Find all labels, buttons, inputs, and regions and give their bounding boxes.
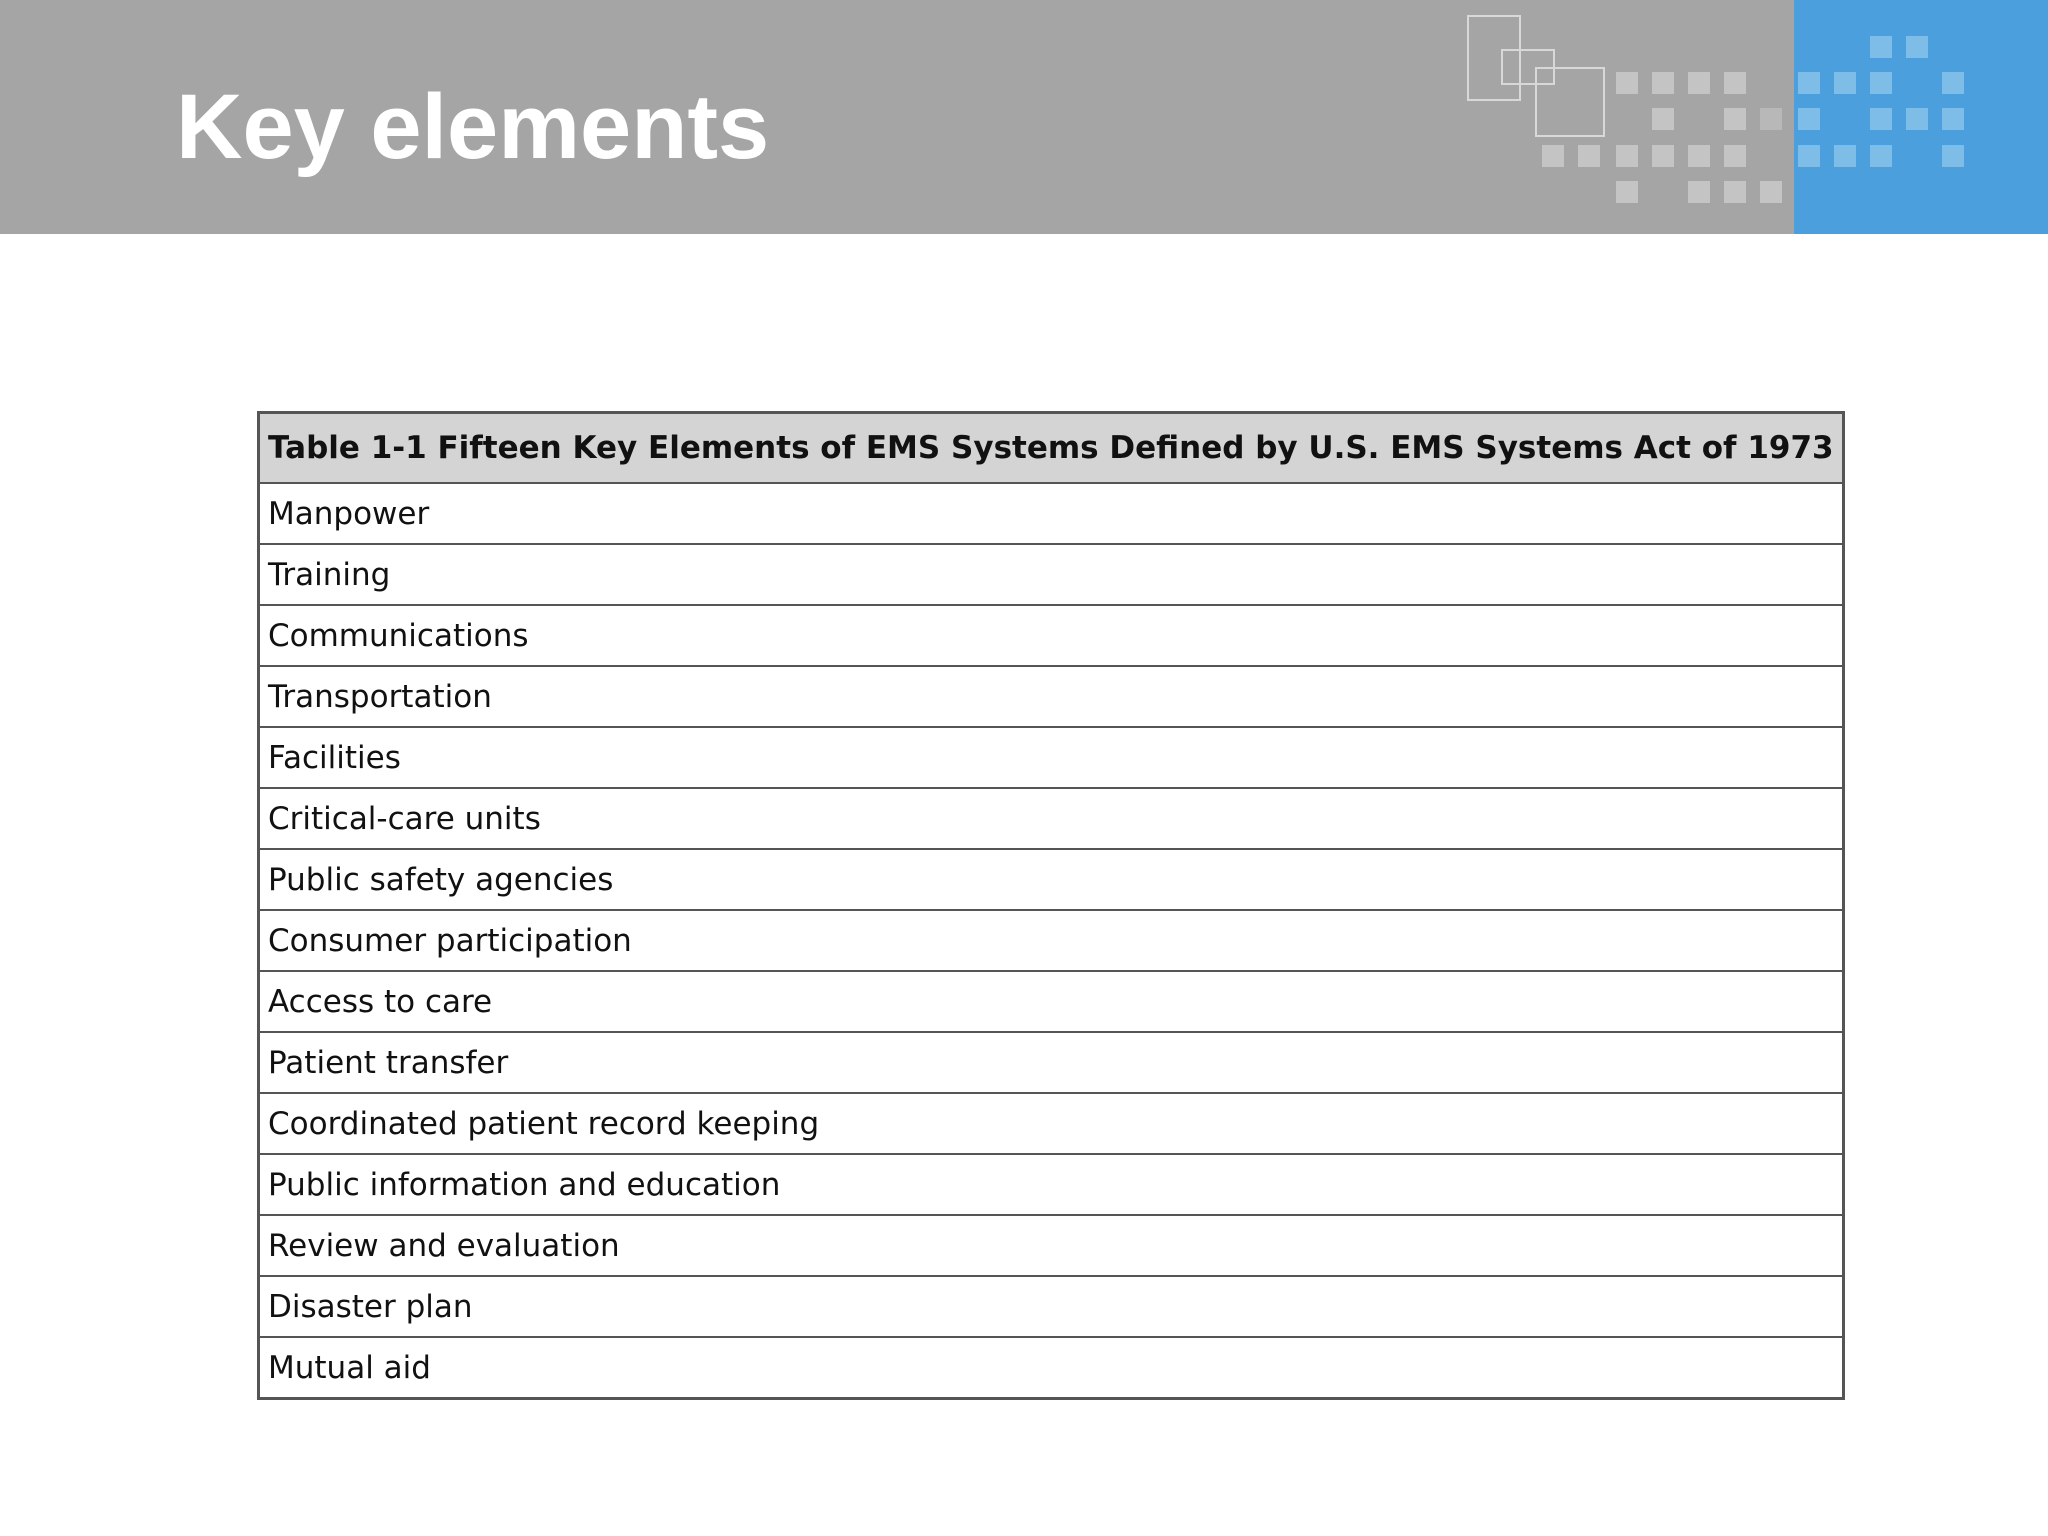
- table-cell: Review and evaluation: [259, 1215, 1844, 1276]
- table-cell: Patient transfer: [259, 1032, 1844, 1093]
- table-cell: Training: [259, 544, 1844, 605]
- table-cell: Coordinated patient record keeping: [259, 1093, 1844, 1154]
- table-row: [259, 788, 1844, 849]
- table-row: [259, 1337, 1844, 1399]
- table-cell: Public safety agencies: [259, 849, 1844, 910]
- table-caption: Table 1-1 Fifteen Key Elements of EMS Systems Defined by U.S. EMS Systems Act of 1973: [259, 413, 1844, 484]
- table-row: [259, 483, 1844, 544]
- table-row: [259, 1154, 1844, 1215]
- table-cell: Transportation: [259, 666, 1844, 727]
- table-row: [259, 666, 1844, 727]
- table-cell: Facilities: [259, 727, 1844, 788]
- slide-title: Key elements: [176, 76, 770, 178]
- table-cell: Mutual aid: [259, 1337, 1844, 1399]
- key-elements-table-container: [257, 411, 1834, 1400]
- table-header-row: [259, 413, 1844, 484]
- table-row: [259, 1032, 1844, 1093]
- table-row: [259, 1215, 1844, 1276]
- table-row: [259, 605, 1844, 666]
- table-row: [259, 971, 1844, 1032]
- table-cell: Consumer participation: [259, 910, 1844, 971]
- table-row: [259, 727, 1844, 788]
- table-cell: Manpower: [259, 483, 1844, 544]
- table-row: [259, 910, 1844, 971]
- table-row: [259, 1093, 1844, 1154]
- table-row: [259, 849, 1844, 910]
- table-cell: Public information and education: [259, 1154, 1844, 1215]
- table-row: [259, 544, 1844, 605]
- table-cell: Communications: [259, 605, 1844, 666]
- key-elements-table: [257, 411, 1845, 1400]
- table-cell: Critical-care units: [259, 788, 1844, 849]
- table-cell: Access to care: [259, 971, 1844, 1032]
- table-row: [259, 1276, 1844, 1337]
- table-cell: Disaster plan: [259, 1276, 1844, 1337]
